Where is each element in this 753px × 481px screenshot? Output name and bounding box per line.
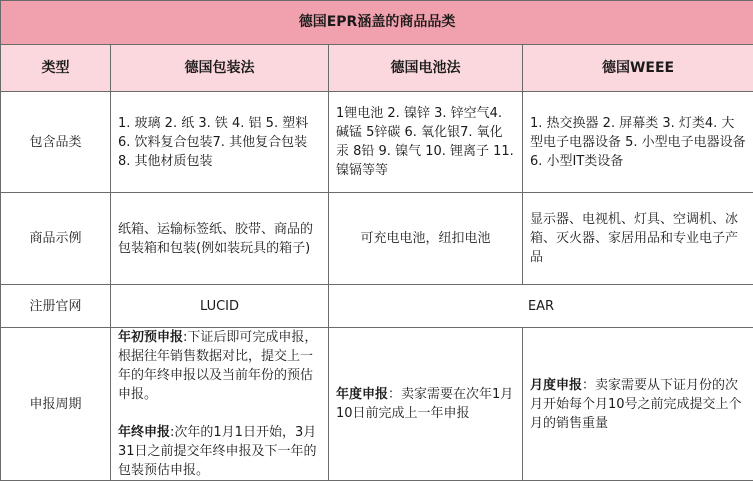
table-row-period xyxy=(1,328,753,481)
header-row xyxy=(1,45,753,92)
cell-weee-period xyxy=(523,328,753,481)
table-row-content xyxy=(1,92,753,193)
header-weee: 德国WEEE xyxy=(523,45,753,92)
cell-other-site: EAR xyxy=(329,285,753,328)
cell-battery-example: 可充电电池，纽扣电池 xyxy=(329,193,523,285)
packaging-pre-declaration xyxy=(118,328,321,404)
cell-weee-content: 1. 热交换器 2. 屏幕类 3. 灯类4. 大型电子电器设备 5. 小型电子电器设备 6. 小型IT类设备 xyxy=(523,92,753,193)
weee-period-title: 月度申报 xyxy=(530,377,583,393)
packaging-final-text: :次年的1月1日开始，3月31日之前提交年终申报及下一年的包装预估申报。 xyxy=(118,425,317,478)
cell-battery-period xyxy=(329,328,523,481)
row-label-content: 包含品类 xyxy=(1,92,111,193)
cell-battery-content: 1锂电池 2. 镍锌 3. 锌空气4. 碱锰 5锌碳 6. 氧化银7. 氧化汞 8铅 9. 镍气 10. 锂离子 11. 镍镉等等 xyxy=(329,92,523,193)
cell-packaging-site: LUCID xyxy=(111,285,329,328)
cell-packaging-content: 1. 玻璃 2. 纸 3. 铁 4. 铝 5. 塑料 6. 饮料复合包装7. 其他复合包装 8. 其他材质包装 xyxy=(111,92,329,193)
header-type: 类型 xyxy=(1,45,111,92)
row-label-site: 注册官网 xyxy=(1,285,111,328)
packaging-final-title: 年终申报 xyxy=(118,425,171,440)
weee-period-text: ：卖家需要从下证月份的次月开始每个月10号之前完成提交上个月的销售重量 xyxy=(530,377,742,431)
battery-period-title: 年度申报 xyxy=(336,387,389,402)
cell-packaging-period xyxy=(111,328,329,481)
cell-packaging-example: 纸箱、运输标签纸、胶带、商品的包装箱和包装(例如装玩具的箱子) xyxy=(111,193,329,285)
table-title: 德国EPR涵盖的商品品类 xyxy=(1,1,753,45)
row-label-period: 申报周期 xyxy=(1,328,111,481)
table-row-example xyxy=(1,193,753,285)
packaging-final-declaration xyxy=(118,423,321,480)
table-row-site xyxy=(1,285,753,328)
row-label-example: 商品示例 xyxy=(1,193,111,285)
header-packaging-law: 德国包装法 xyxy=(111,45,329,92)
title-row xyxy=(1,1,753,45)
packaging-pre-title: 年初预申报 xyxy=(118,330,184,345)
header-battery-law: 德国电池法 xyxy=(329,45,523,92)
cell-weee-example: 显示器、电视机、灯具、空调机、冰箱、灭火器、家居用品和专业电子产品 xyxy=(523,193,753,285)
battery-period-text: ：卖家需要在次年1月10日前完成上一年申报 xyxy=(336,387,514,421)
packaging-pre-text: :下证后即可完成申报，根据往年销售数据对比，提交上一年的年终申报以及当前年份的预估申报。 xyxy=(118,330,318,402)
